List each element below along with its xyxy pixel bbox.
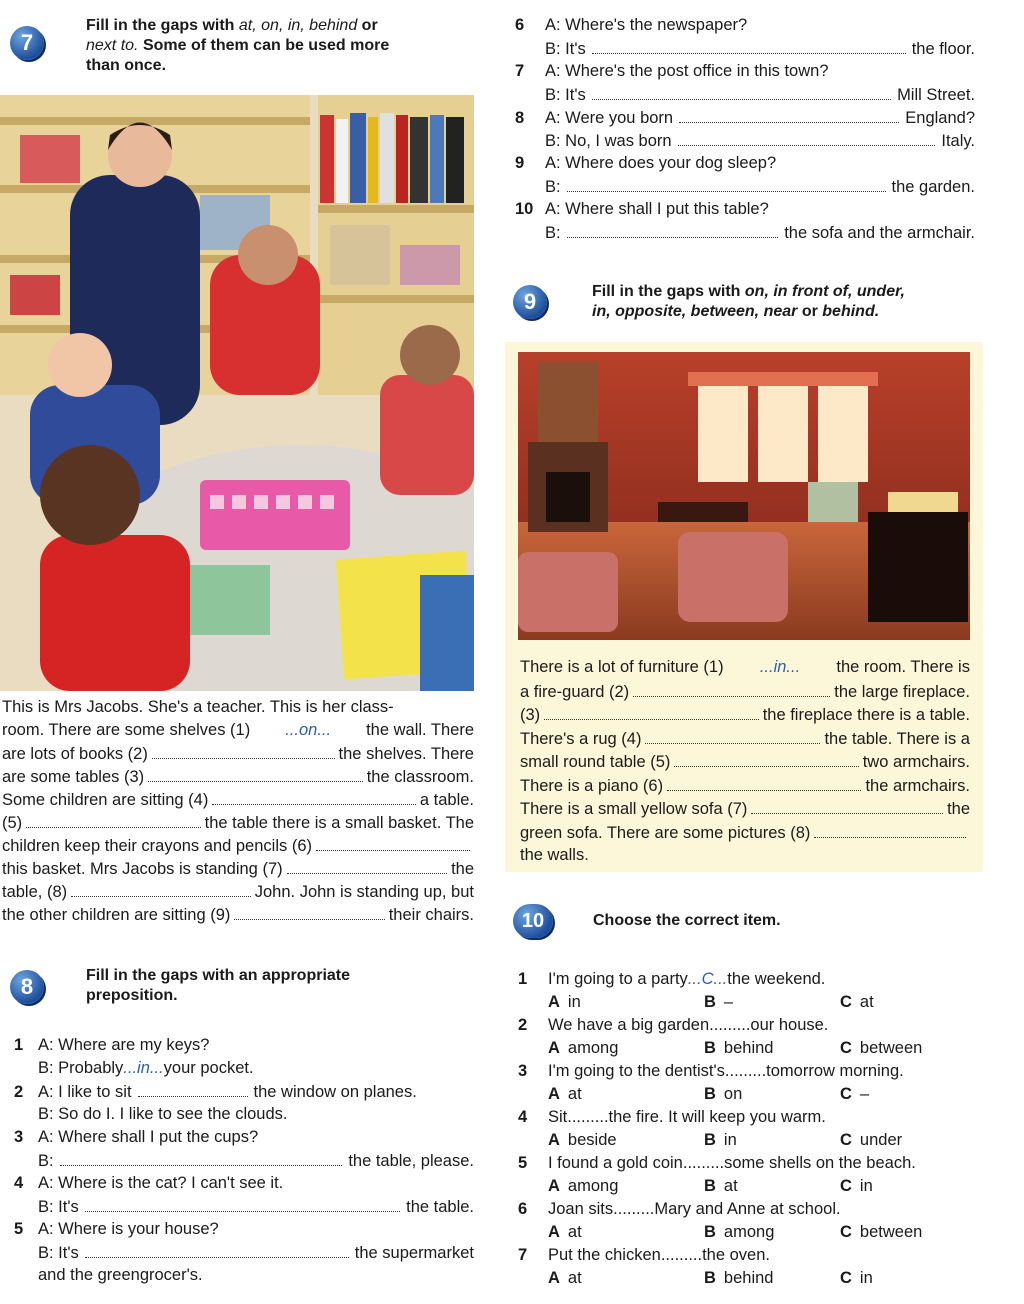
option-text: at	[723, 1177, 738, 1195]
answer-blank[interactable]	[148, 767, 363, 782]
option-a[interactable]	[548, 993, 581, 1012]
answer-blank: .........	[660, 1246, 703, 1264]
line-text: the	[947, 800, 970, 818]
dialogue-text: the floor.	[911, 40, 975, 58]
answer-blank[interactable]	[751, 799, 943, 814]
question-line	[518, 1062, 988, 1085]
option-b[interactable]	[704, 993, 733, 1012]
line-text: There is a small yellow sofa (7)	[520, 800, 748, 818]
line-text: the shelves. There	[338, 745, 474, 763]
dialogue-text: A: Were you born	[545, 109, 674, 127]
answer-blank[interactable]	[814, 823, 966, 838]
question-text: the oven.	[702, 1246, 770, 1264]
option-row	[518, 1131, 988, 1154]
instruction-text: Fill in the gaps with	[86, 17, 235, 34]
option-b[interactable]	[704, 1085, 742, 1104]
question-line	[518, 970, 988, 993]
exercise-number-badge: 10	[513, 904, 553, 938]
question-text: Mary and Anne at school.	[654, 1200, 841, 1218]
dialogue-text: B: It's	[38, 1244, 79, 1262]
exercise-8-line	[14, 1243, 474, 1266]
line-text: the armchairs.	[865, 776, 970, 795]
paragraph-line	[2, 698, 474, 721]
answer-blank[interactable]	[679, 108, 899, 123]
answer-blank[interactable]	[592, 85, 891, 100]
option-letter: C	[840, 1223, 852, 1241]
dialogue-line-b	[515, 39, 975, 62]
dialogue-text: B: No, I was born	[545, 132, 672, 150]
line-text: small round table (5)	[520, 753, 671, 771]
option-text: between	[859, 1039, 923, 1057]
option-a[interactable]	[548, 1269, 582, 1288]
option-a[interactable]	[548, 1177, 618, 1196]
option-text: in	[859, 1177, 873, 1195]
paragraph-line	[520, 799, 970, 823]
option-letter: C	[840, 1039, 852, 1057]
dialogue-text: the table.	[406, 1198, 474, 1216]
dialogue-text: A: Where's the post office in this town?	[545, 62, 829, 80]
question-text: tomorrow morning.	[766, 1062, 904, 1080]
paragraph-line	[520, 682, 970, 706]
exercise-8-line	[14, 1059, 474, 1082]
option-text: on	[723, 1085, 743, 1103]
option-letter: B	[704, 1223, 716, 1241]
option-b[interactable]	[704, 1177, 738, 1196]
answer-blank: .........	[682, 1154, 725, 1172]
answer-blank[interactable]	[674, 752, 858, 767]
option-c[interactable]	[840, 1269, 873, 1288]
option-letter: A	[548, 1131, 560, 1149]
option-row	[518, 1085, 988, 1108]
option-row	[518, 993, 988, 1016]
dialogue-text: Mill Street.	[897, 86, 975, 104]
exercise-7-paragraph	[2, 698, 474, 928]
option-letter: B	[704, 1085, 716, 1103]
option-text: at	[567, 1269, 582, 1287]
paragraph-line	[2, 882, 474, 905]
instruction-words: next to.	[86, 37, 139, 54]
paragraph-line	[520, 705, 970, 729]
option-c[interactable]	[840, 1039, 922, 1058]
line-text: There is a lot of furniture (1)	[520, 658, 724, 676]
dialogue-text: A: I like to sit	[38, 1083, 132, 1101]
dialogue-text: the sofa and the armchair.	[784, 224, 975, 242]
answer-blank[interactable]	[667, 776, 861, 791]
answer-blank[interactable]	[633, 682, 830, 697]
dialogue-text: A: Where is the cat? I can't see it.	[38, 1174, 284, 1192]
option-letter: C	[840, 1177, 852, 1195]
option-letter: B	[704, 1039, 716, 1057]
instruction-words: behind.	[822, 303, 880, 320]
exercise-8-line	[14, 1174, 474, 1197]
exercise-8-line	[14, 1197, 474, 1220]
dialogue-line-b	[515, 85, 975, 108]
dialogue-text: A: Where does your dog sleep?	[545, 154, 777, 172]
option-text: in	[723, 1131, 737, 1149]
dialogue-text: B:	[545, 224, 561, 242]
line-text: their chairs.	[388, 906, 474, 924]
dialogue-text: A: Where are my keys?	[38, 1036, 210, 1054]
dialogue-text: B:	[545, 178, 561, 196]
question-line	[518, 1246, 988, 1269]
option-text: among	[723, 1223, 775, 1241]
item-number: 3	[14, 1128, 24, 1146]
option-text: –	[859, 1085, 870, 1103]
question-line	[518, 1200, 988, 1223]
paragraph-line	[520, 823, 970, 847]
line-text: (3)	[520, 706, 541, 724]
option-b[interactable]	[704, 1269, 773, 1288]
question-text: I found a gold coin	[548, 1154, 683, 1172]
option-letter: B	[704, 1177, 716, 1195]
paragraph-line	[520, 776, 970, 800]
dialogue-line-b	[515, 131, 975, 154]
answer-blank: .........	[613, 1200, 655, 1218]
exercise-10-list	[518, 970, 988, 1292]
instruction-text: Fill in the gaps with	[592, 283, 741, 300]
dialogue-text: A: Where shall I put this table?	[545, 200, 769, 218]
option-text: in	[859, 1269, 873, 1287]
option-letter: A	[548, 993, 560, 1011]
item-number: 1	[14, 1036, 24, 1054]
question-text: the fire. It will keep you warm.	[608, 1108, 826, 1126]
question-text: Sit	[548, 1108, 568, 1126]
dialogue-text: and the greengrocer's.	[38, 1266, 203, 1284]
dialogue-text: the garden.	[891, 178, 975, 196]
line-text: are lots of books (2)	[2, 745, 148, 763]
paragraph-line	[2, 790, 474, 813]
exercise-8-line	[14, 1082, 474, 1105]
option-text: at	[567, 1223, 582, 1241]
option-text: at	[859, 993, 874, 1011]
question-line	[518, 1154, 988, 1177]
item-number: 9	[515, 154, 525, 172]
paragraph-line	[520, 846, 970, 870]
paragraph-line	[2, 859, 474, 882]
option-text: behind	[723, 1269, 774, 1287]
paragraph-line	[2, 721, 474, 744]
option-row	[518, 1039, 988, 1062]
dialogue-text: A: Where's the newspaper?	[545, 16, 748, 34]
answer-blank[interactable]	[26, 813, 200, 828]
dialogue-text: B:	[38, 1152, 54, 1170]
item-number: 4	[518, 1108, 528, 1126]
answer-blank[interactable]	[678, 131, 936, 146]
exercise-7-instruction	[86, 16, 389, 76]
question-line	[518, 1016, 988, 1039]
option-b[interactable]	[704, 1223, 774, 1242]
dialogue-text: the supermarket	[354, 1244, 474, 1262]
dialogue-text: England?	[905, 109, 975, 127]
exercise-8-line	[14, 1151, 474, 1174]
line-text: There's a rug (4)	[520, 729, 642, 748]
line-text: This is Mrs Jacobs. She's a teacher. This is her class-	[2, 698, 394, 716]
line-text: this basket. Mrs Jacobs is standing (7)	[2, 860, 283, 878]
paragraph-line	[520, 658, 970, 682]
filled-answer: ...in...	[123, 1059, 164, 1077]
dialogue-text: B: It's	[545, 40, 586, 58]
paragraph-line	[2, 905, 474, 928]
answer-blank[interactable]	[71, 882, 251, 897]
instruction-or: or	[801, 303, 818, 320]
line-text: There is a piano (6)	[520, 776, 664, 795]
line-text: the room. There is	[836, 658, 970, 676]
item-number: 10	[515, 200, 534, 218]
dialogue-line-a	[515, 154, 975, 177]
item-number: 8	[515, 109, 525, 127]
exercise-8-list	[14, 1036, 474, 1289]
exercise-8-line	[14, 1220, 474, 1243]
dialogue-line-a	[515, 108, 975, 131]
option-letter: A	[548, 1177, 560, 1195]
option-letter: C	[840, 1269, 852, 1287]
filled-answer: ...C...	[687, 970, 728, 988]
option-letter: B	[704, 993, 716, 1011]
option-row	[518, 1269, 988, 1292]
line-text: green sofa. There are some pictures (8)	[520, 823, 811, 842]
item-number: 2	[14, 1083, 24, 1101]
option-letter: A	[548, 1039, 560, 1057]
paragraph-line	[520, 729, 970, 753]
option-b[interactable]	[704, 1131, 737, 1150]
option-text: beside	[567, 1131, 617, 1149]
exercise-9-paragraph	[520, 658, 970, 870]
line-text: the walls.	[520, 846, 589, 864]
item-number: 1	[518, 970, 528, 988]
question-text: I'm going to a party	[548, 970, 688, 988]
option-c[interactable]	[840, 993, 874, 1012]
question-line	[518, 1108, 988, 1131]
answer-blank[interactable]	[567, 177, 886, 192]
dialogue-text: A: Where is your house?	[38, 1220, 219, 1238]
line-text: the other children are sitting (9)	[2, 906, 231, 924]
instruction-text: than once.	[86, 57, 167, 74]
item-number: 7	[518, 1246, 528, 1264]
line-text: the table. There is a	[824, 729, 970, 748]
filled-answer: ...on...	[285, 721, 332, 739]
answer-blank: .........	[724, 1062, 767, 1080]
option-a[interactable]	[548, 1039, 618, 1058]
line-text: the table there is a small basket. The	[204, 814, 474, 832]
option-letter: B	[704, 1131, 716, 1149]
dialogue-text: B: Probably	[38, 1059, 124, 1077]
option-c[interactable]	[840, 1131, 902, 1150]
line-text: the fireplace there is a table.	[762, 706, 970, 724]
dialogue-line-b	[515, 223, 975, 246]
item-number: 7	[515, 62, 525, 80]
exercise-9-instruction	[592, 282, 905, 322]
option-text: at	[567, 1085, 582, 1103]
question-text: Put the chicken	[548, 1246, 661, 1264]
line-text: table, (8)	[2, 883, 68, 901]
option-letter: C	[840, 1131, 852, 1149]
paragraph-line	[2, 767, 474, 790]
dialogue-text: B: It's	[545, 86, 586, 104]
item-number: 4	[14, 1174, 24, 1192]
question-text: I'm going to the dentist's	[548, 1062, 725, 1080]
exercise-number-badge: 8	[10, 970, 44, 1004]
instruction-or: or	[361, 17, 378, 34]
line-text: a table.	[419, 791, 474, 809]
dialogue-text: the window on planes.	[253, 1083, 417, 1101]
line-text: the	[451, 860, 474, 878]
line-text: John. John is standing up, but	[254, 883, 474, 901]
answer-blank[interactable]	[85, 1243, 349, 1258]
instruction-text: Fill in the gaps with an appropriate	[86, 967, 351, 984]
dialogue-text: A: Where shall I put the cups?	[38, 1128, 259, 1146]
exercise-8-line	[14, 1128, 474, 1151]
dialogue-text: Italy.	[941, 132, 975, 150]
line-text: a fire-guard (2)	[520, 682, 630, 701]
exercise-number-badge: 9	[513, 285, 547, 319]
line-text: Some children are sitting (4)	[2, 791, 209, 809]
dialogue-line-a	[515, 200, 975, 223]
dialogue-text: B: So do I. I like to see the clouds.	[38, 1105, 288, 1123]
question-text: Joan sits	[548, 1200, 614, 1218]
exercise-8-line	[14, 1266, 474, 1289]
answer-blank[interactable]	[544, 705, 759, 720]
dialogue-text: your pocket.	[163, 1059, 254, 1077]
dialogue-line-a	[515, 16, 975, 39]
answer-blank[interactable]	[234, 905, 384, 920]
exercise-10-instruction: Choose the correct item.	[593, 912, 781, 929]
option-text: in	[567, 993, 581, 1011]
option-text: among	[567, 1039, 619, 1057]
answer-blank[interactable]	[152, 744, 335, 759]
living-room-photo	[518, 352, 970, 640]
question-text: We have a big garden	[548, 1016, 710, 1034]
option-a[interactable]	[548, 1223, 582, 1242]
line-text: (5)	[2, 814, 23, 832]
answer-blank[interactable]	[85, 1197, 400, 1212]
item-number: 5	[518, 1154, 528, 1172]
dialogue-text: the table, please.	[348, 1152, 474, 1170]
option-c[interactable]	[840, 1177, 873, 1196]
option-text: between	[859, 1223, 923, 1241]
option-letter: C	[840, 1085, 852, 1103]
question-text: the weekend.	[727, 970, 826, 988]
filled-answer: ...in...	[759, 658, 801, 676]
option-c[interactable]	[840, 1223, 922, 1242]
option-letter: A	[548, 1085, 560, 1103]
exercise-8-line	[14, 1036, 474, 1059]
answer-blank[interactable]	[212, 790, 416, 805]
option-c[interactable]	[840, 1085, 869, 1104]
item-number: 3	[518, 1062, 528, 1080]
instruction-words: at, on, in, behind	[238, 17, 358, 34]
option-a[interactable]	[548, 1085, 582, 1104]
option-letter: A	[548, 1223, 560, 1241]
classroom-photo	[0, 95, 474, 691]
dialogue-line-a	[515, 62, 975, 85]
paragraph-line	[2, 836, 474, 859]
item-number: 6	[518, 1200, 528, 1218]
option-b[interactable]	[704, 1039, 773, 1058]
line-text: room. There are some shelves (1)	[2, 721, 251, 739]
exercise-number-badge: 7	[10, 26, 44, 60]
instruction-words: on, in front of, under,	[744, 283, 905, 300]
exercise-8-instruction	[86, 966, 350, 1006]
option-text: behind	[723, 1039, 774, 1057]
answer-blank: .........	[709, 1016, 751, 1034]
option-text: among	[567, 1177, 619, 1195]
paragraph-line	[2, 813, 474, 836]
option-letter: C	[840, 993, 852, 1011]
option-text: under	[859, 1131, 903, 1149]
dialogue-list	[515, 16, 975, 246]
answer-blank[interactable]	[567, 223, 779, 238]
option-row	[518, 1223, 988, 1246]
line-text: children keep their crayons and pencils (6)	[2, 837, 312, 855]
instruction-text: Some of them can be used more	[142, 37, 390, 54]
item-number: 2	[518, 1016, 528, 1034]
answer-blank: .........	[567, 1108, 609, 1126]
instruction-text: preposition.	[86, 987, 178, 1004]
answer-blank[interactable]	[316, 836, 470, 851]
line-text: are some tables (3)	[2, 768, 145, 786]
answer-blank[interactable]	[592, 39, 906, 54]
answer-blank[interactable]	[645, 729, 820, 744]
paragraph-line	[2, 744, 474, 767]
question-text: some shells on the beach.	[724, 1154, 916, 1172]
question-text: our house.	[750, 1016, 829, 1034]
option-row	[518, 1177, 988, 1200]
instruction-words: in, opposite, between, near	[592, 303, 798, 320]
paragraph-line	[520, 752, 970, 776]
answer-blank[interactable]	[287, 859, 447, 874]
item-number: 6	[515, 16, 525, 34]
dialogue-line-b	[515, 177, 975, 200]
line-text: two armchairs.	[862, 753, 970, 771]
line-text: the large fireplace.	[834, 682, 970, 701]
exercise-8-line	[14, 1105, 474, 1128]
option-letter: B	[704, 1269, 716, 1287]
answer-blank[interactable]	[60, 1151, 343, 1166]
option-text: –	[723, 993, 734, 1011]
dialogue-text: B: It's	[38, 1198, 79, 1216]
answer-blank[interactable]	[138, 1082, 248, 1097]
item-number: 5	[14, 1220, 24, 1238]
option-a[interactable]	[548, 1131, 617, 1150]
option-letter: A	[548, 1269, 560, 1287]
line-text: the wall. There	[366, 721, 474, 739]
line-text: the classroom.	[366, 768, 474, 786]
